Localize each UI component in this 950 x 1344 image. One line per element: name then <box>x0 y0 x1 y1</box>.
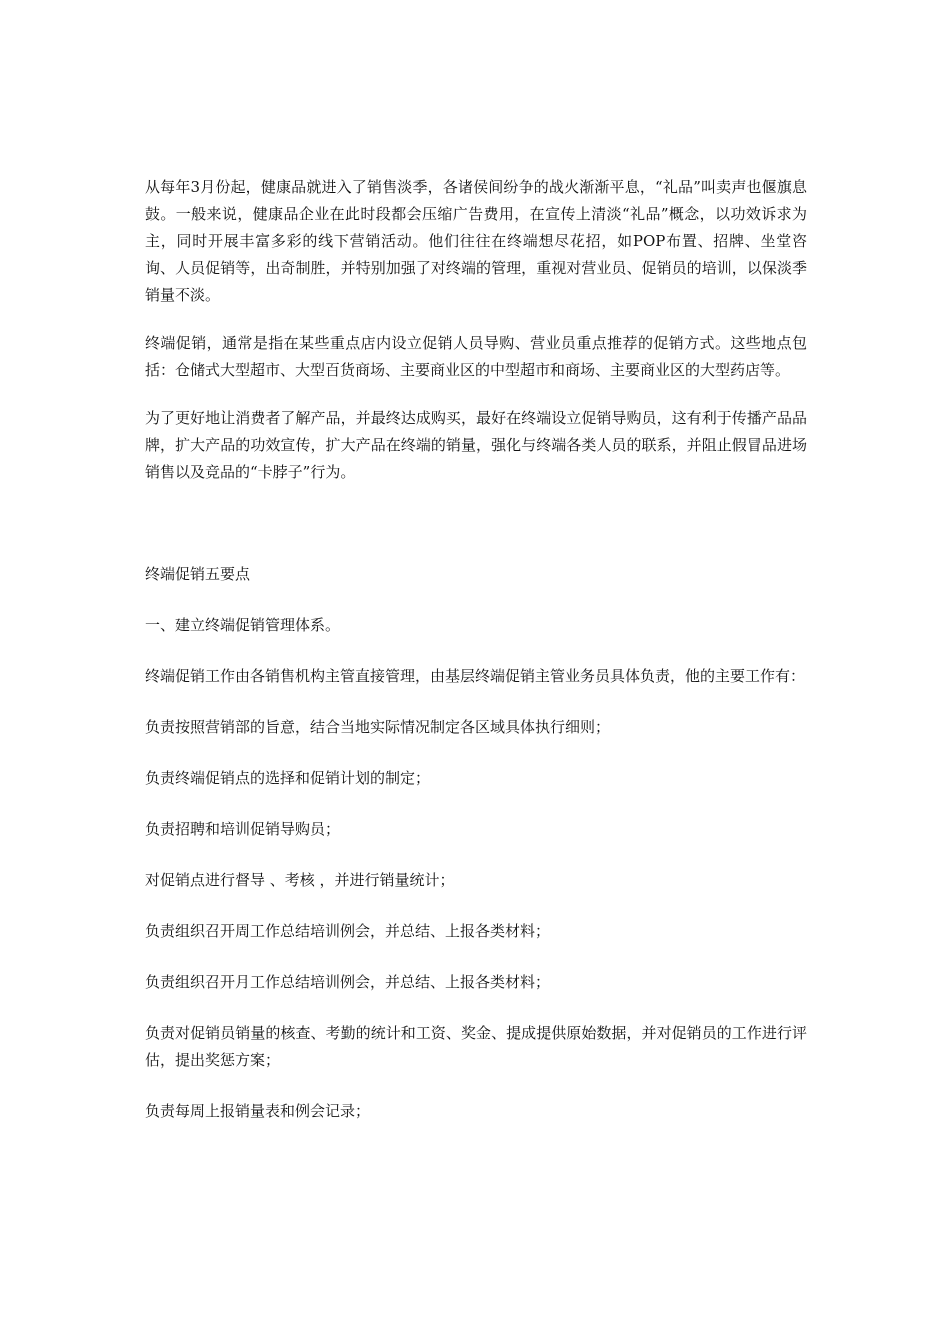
duty-item: 负责按照营销部的旨意，结合当地实际情况制定各区域具体执行细则； <box>145 718 611 736</box>
subsection-title: 一、建立终端促销管理体系。 <box>145 616 341 634</box>
section-title: 终端促销五要点 <box>145 565 251 583</box>
duty-item: 负责对促销员销量的核查、考勤的统计和工资、奖金、提成提供原始数据，并对促销员的工作进行评估，提出奖惩方案； <box>145 1024 807 1069</box>
duty-item: 负责终端促销点的选择和促销计划的制定； <box>145 769 431 787</box>
duty-item: 负责招聘和培训促销导购员； <box>145 820 341 838</box>
document-body <box>145 174 807 1149</box>
paragraph-duties-intro: 终端促销工作由各销售机构主管直接管理，由基层终端促销主管业务员具体负责，他的主要工作有： <box>145 667 806 685</box>
duty-item: 对促销点进行督导 、考核 ，并进行销量统计； <box>145 871 455 889</box>
paragraph-terminal-promotion-definition: 终端促销，通常是指在某些重点店内设立促销人员导购、营业员重点推荐的促销方式。这些地点包括：仓储式大型超市、大型百货商场、主要商业区的中型超市和商场、主要商业区的大型药店等。 <box>145 334 807 379</box>
duty-item: 负责每周上报销量表和例会记录； <box>145 1102 371 1120</box>
paragraph-intro: 从每年3月份起，健康品就进入了销售淡季，各诸侯间纷争的战火渐渐平息，“礼品”叫卖声也偃旗息鼓。一般来说，健康品企业在此时段都会压缩广告费用，在宣传上清淡“礼品”概念，以功效诉求为主，同时开展丰富多彩的线下营销活动。他们往往在终端想尽花招，如POP布置、招牌、坐堂咨询、人员促销等，出奇制胜，并特别加强了对终端的管理，重视对营业员、促销员的培训，以保淡季销量不淡。 <box>145 178 807 304</box>
duty-item: 负责组织召开周工作总结培训例会，并总结、上报各类材料； <box>145 922 551 940</box>
paragraph-promoter-benefits: 为了更好地让消费者了解产品，并最终达成购买，最好在终端设立促销导购员，这有利于传播产品品牌，扩大产品的功效宣传，扩大产品在终端的销量，强化与终端各类人员的联系，并阻止假冒品进场销售以及竞品的“卡脖子”行为。 <box>145 409 807 481</box>
duty-item: 负责组织召开月工作总结培训例会，并总结、上报各类材料； <box>145 973 551 991</box>
